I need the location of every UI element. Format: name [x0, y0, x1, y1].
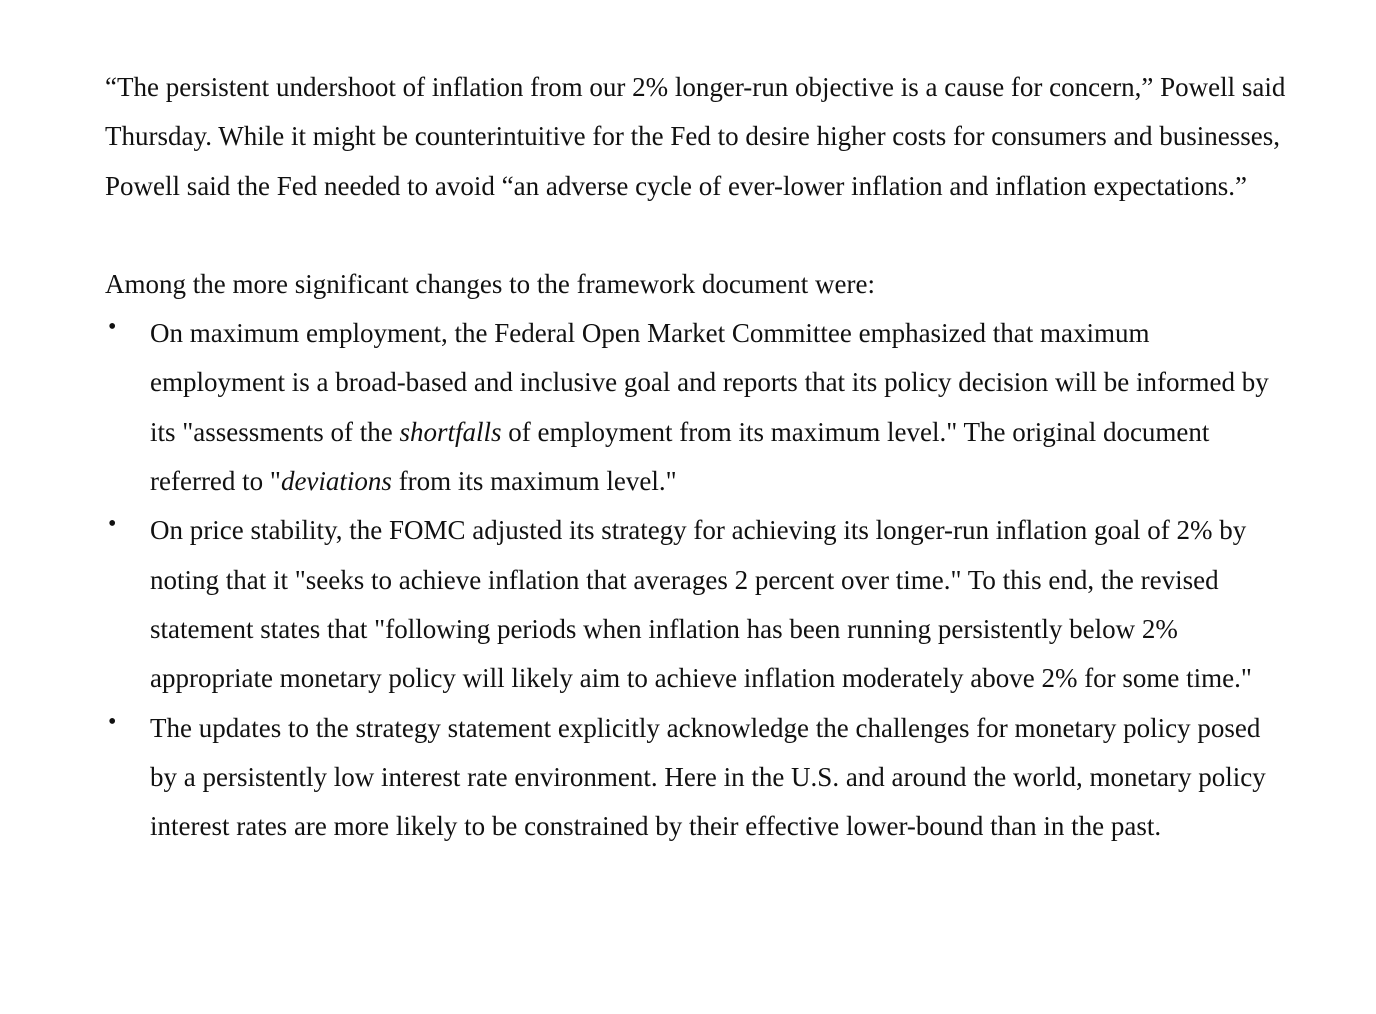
- list-item-maximum-employment: [105, 309, 1275, 506]
- bullet-icon: •: [108, 511, 117, 538]
- text-segment: of employment from its maximum level." The original document referred to ": [150, 416, 1210, 497]
- list-item-price-stability: [105, 506, 1275, 703]
- text-segment: from its maximum level.": [391, 466, 677, 497]
- bullet-icon: •: [108, 708, 117, 735]
- powell-quote-paragraph: “The persistent undershoot of inflation from our 2% longer-run objective is a cause for concern,” Powell said Thursday. While it might be counterintuitive for the Fed to desire higher costs for consumers and businesses, Powell said the Fed needed to avoid “an adverse cycle of ever-lower inflation and inflation expectations.”: [105, 72, 1286, 201]
- article-body: [105, 63, 1295, 851]
- list-intro: Among the more significant changes to the framework document were:: [105, 268, 876, 299]
- list-item-low-rate-environment: [105, 704, 1275, 852]
- text-segment: On maximum employment, the Federal Open Market Committee emphasized that maximum employment is a broad-based and inclusive goal and reports that its policy decision will be informed by its "assessments of the: [150, 318, 1269, 447]
- italic-shortfalls: shortfalls: [399, 416, 502, 447]
- changes-list: [105, 309, 1295, 851]
- italic-deviations: deviations: [280, 466, 392, 497]
- list-item-text: On price stability, the FOMC adjusted its strategy for achieving its longer-run inflation goal of 2% by noting that it "seeks to achieve inflation that averages 2 percent over time." To this end, the revised statement states that "following periods when inflation has been running persistently below 2% appropriate monetary policy will likely aim to achieve inflation moderately above 2% for some time.": [150, 515, 1252, 694]
- bullet-icon: •: [108, 314, 117, 341]
- list-item-text: The updates to the strategy statement explicitly acknowledge the challenges for monetary policy posed by a persistently low interest rate environment. Here in the U.S. and around the world, monetary policy interest rates are more likely to be constrained by their effective lower-bound than in the past.: [150, 712, 1266, 842]
- list-item-text: [150, 318, 1269, 496]
